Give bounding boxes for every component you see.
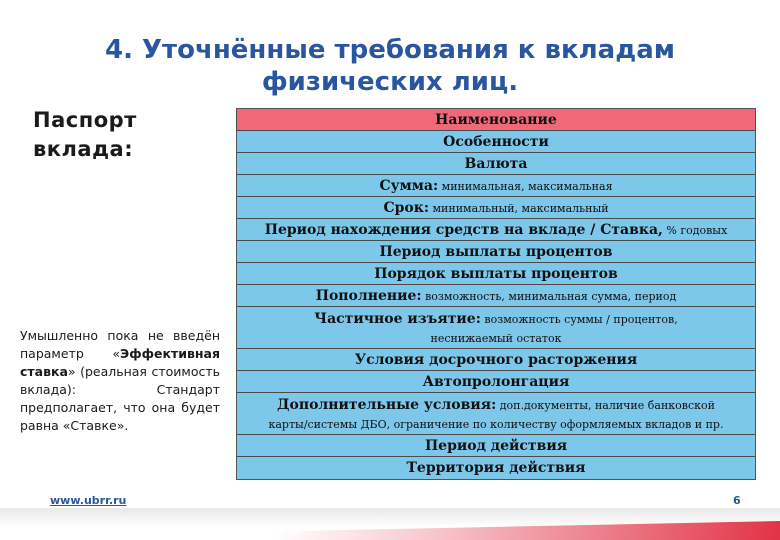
row-main: Условия досрочного расторжения — [354, 352, 638, 368]
passport-heading — [33, 106, 233, 164]
row-line-2: карты/системы ДБО, ограничение по количеству оформляемых вкладов и пр. — [268, 418, 724, 431]
slide-title-line-2: физических лиц. — [261, 67, 519, 97]
note-text-1: Умышленно пока не введён параметр « — [20, 328, 220, 361]
table-row-currency — [237, 153, 755, 175]
row-line-2: неснижаемый остаток — [430, 332, 562, 345]
table-row-territory — [237, 457, 755, 479]
table-row-interest-period — [237, 241, 755, 263]
row-line-1 — [241, 309, 751, 330]
row-sub: возможность, минимальная сумма, период — [421, 290, 677, 303]
row-main: Территория действия — [406, 460, 586, 476]
row-main: Период действия — [424, 438, 568, 454]
footer-website-link[interactable]: www.ubrr.ru — [50, 494, 127, 507]
row-main: Период выплаты процентов — [379, 244, 613, 260]
row-sub: возможность суммы / процентов, — [480, 313, 678, 326]
row-sub: минимальный, максимальный — [429, 202, 609, 215]
passport-heading-line-2: вклада: — [33, 137, 134, 161]
slide-title-line-1: 4. Уточнённые требования к вкладам — [104, 35, 675, 65]
effective-rate-note — [20, 327, 220, 435]
table-row-validity-period — [237, 435, 755, 457]
table-header-label: Наименование — [435, 112, 557, 128]
table-row-period-rate — [237, 219, 755, 241]
row-main: Сумма: — [379, 178, 439, 194]
table-row-early-termination — [237, 349, 755, 371]
row-main: Порядок выплаты процентов — [374, 266, 618, 282]
slide-title — [60, 34, 720, 98]
table-row-term — [237, 197, 755, 219]
table-row-replenishment — [237, 285, 755, 307]
table-header-row — [237, 109, 755, 131]
table-row-partial-withdrawal — [237, 307, 755, 349]
row-main: Срок: — [383, 200, 429, 216]
row-main: Валюта — [464, 156, 528, 172]
page-number: 6 — [733, 494, 741, 507]
row-main: Дополнительные условия: — [277, 397, 497, 413]
table-row-amount — [237, 175, 755, 197]
note-bold-term: Эффективная ставка — [20, 346, 220, 379]
row-line-1 — [241, 395, 751, 416]
row-main: Период нахождения средств на вкладе / Ставка, — [264, 222, 663, 238]
row-sub: минимальная, максимальная — [438, 180, 613, 193]
note-text-2: » (реальная стоимость вклада): Стандарт предполагает, что она будет равна «Ставке». — [20, 364, 220, 433]
table-row-interest-order — [237, 263, 755, 285]
row-sub: доп.документы, наличие банковской — [496, 399, 715, 412]
row-main: Особенности — [443, 134, 549, 150]
deposit-passport-table — [236, 108, 756, 480]
table-row-features — [237, 131, 755, 153]
row-sub: % годовых — [662, 224, 728, 237]
row-main: Частичное изъятие: — [314, 311, 481, 327]
row-main: Пополнение: — [315, 288, 422, 304]
row-main: Автопролонгация — [422, 374, 570, 390]
table-row-auto-prolongation — [237, 371, 755, 393]
table-row-additional-conditions — [237, 393, 755, 435]
passport-heading-line-1: Паспорт — [33, 108, 137, 132]
